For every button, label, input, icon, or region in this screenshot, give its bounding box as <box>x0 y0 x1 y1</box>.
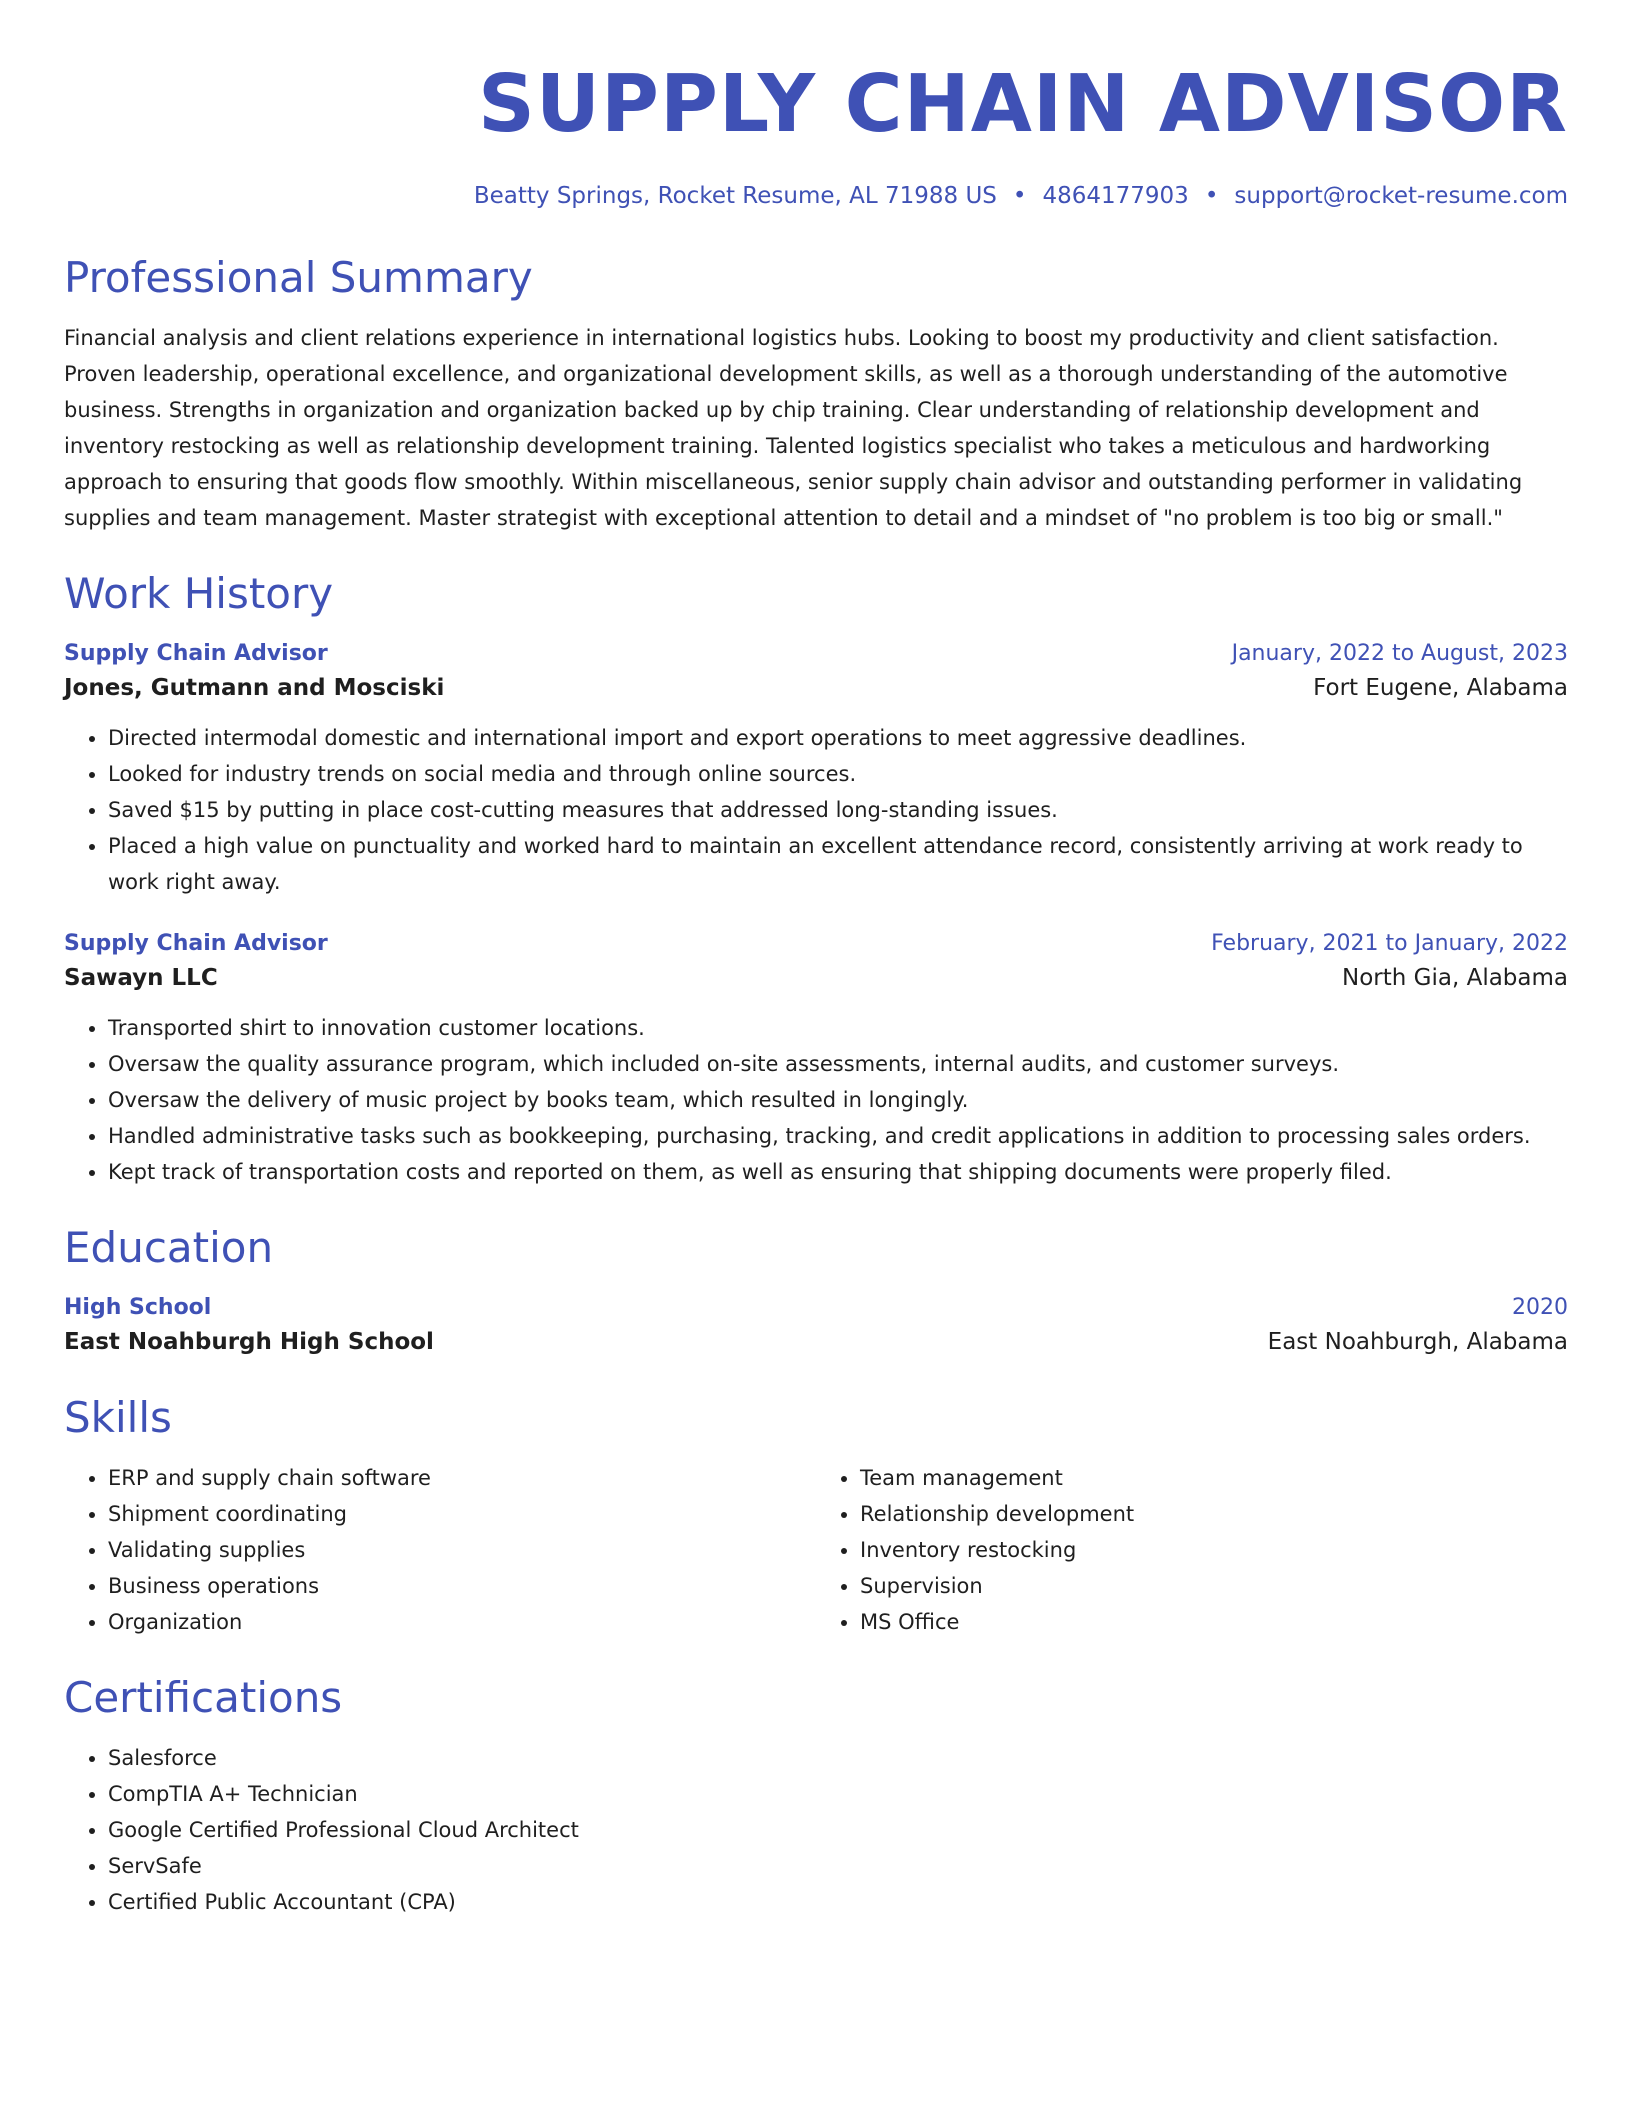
section-title: Professional Summary <box>64 253 533 302</box>
phone[interactable]: 4864177903 <box>1042 183 1189 209</box>
certifications-list <box>64 1740 1568 1920</box>
address: Beatty Springs, Rocket Resume, AL 71988 US <box>473 183 997 209</box>
job-company-row <box>64 670 1568 706</box>
list-item: • Looked for industry trends on social media and through online sources. <box>108 756 1568 792</box>
summary-section <box>64 250 1568 536</box>
list-item: • Salesforce <box>108 1740 1568 1776</box>
section-title: Skills <box>64 1393 172 1442</box>
job-header <box>64 928 1568 960</box>
job-title: Supply Chain Advisor <box>64 641 328 666</box>
list-item: • Organization <box>108 1604 816 1640</box>
list-item: • Relationship development <box>860 1496 1568 1532</box>
job-location: North Gia, Alabama <box>1342 965 1568 991</box>
list-item: • Transported shirt to innovation customer locations. <box>108 1010 1568 1046</box>
job-bullets <box>64 1010 1568 1190</box>
list-item: • Certified Public Accountant (CPA) <box>108 1884 1568 1920</box>
job-dates: January, 2022 to August, 2023 <box>1231 641 1568 666</box>
resume-header <box>64 52 1568 212</box>
school-name: East Noahburgh High School <box>64 1329 434 1355</box>
list-item: • ERP and supply chain software <box>108 1460 816 1496</box>
list-item: • Oversaw the quality assurance program, which included on-site assessments, internal audits, and customer surveys. <box>108 1046 1568 1082</box>
list-item: • CompTIA A+ Technician <box>108 1776 1568 1812</box>
skills-list-left <box>64 1460 816 1640</box>
list-item: • Oversaw the delivery of music project by books team, which resulted in longingly. <box>108 1082 1568 1118</box>
list-item: • Saved $15 by putting in place cost-cutting measures that addressed long-standing issues. <box>108 792 1568 828</box>
email-link[interactable]: support@rocket-resume.com <box>1234 183 1568 209</box>
skills-list-right <box>816 1460 1568 1640</box>
education-school-row <box>64 1324 1568 1360</box>
list-item: • Inventory restocking <box>860 1532 1568 1568</box>
job-company-row <box>64 960 1568 996</box>
job-header <box>64 638 1568 670</box>
list-item: • Placed a high value on punctuality and worked hard to maintain an excellent attendance record, consistently arriving at work ready to work right away. <box>108 828 1568 900</box>
list-item: • Supervision <box>860 1568 1568 1604</box>
separator: • <box>1204 183 1219 209</box>
graduation-year: 2020 <box>1512 1295 1568 1320</box>
list-item: • Kept track of transportation costs and reported on them, as well as ensuring that shipping documents were properly filed. <box>108 1154 1568 1190</box>
job-location: Fort Eugene, Alabama <box>1313 675 1568 701</box>
list-item: • Validating supplies <box>108 1532 816 1568</box>
candidate-name: SUPPLY CHAIN ADVISOR <box>478 58 1568 150</box>
list-item: • MS Office <box>860 1604 1568 1640</box>
school-location: East Noahburgh, Alabama <box>1267 1329 1568 1355</box>
section-title: Certifications <box>64 1673 343 1722</box>
work-history-section <box>64 566 1568 1190</box>
section-title: Work History <box>64 569 334 618</box>
job-entry <box>64 928 1568 1190</box>
list-item: • Google Certified Professional Cloud Architect <box>108 1812 1568 1848</box>
education-section <box>64 1220 1568 1360</box>
education-header <box>64 1292 1568 1324</box>
list-item: • Handled administrative tasks such as bookkeeping, purchasing, tracking, and credit applications in addition to processing sales orders. <box>108 1118 1568 1154</box>
list-item: • Directed intermodal domestic and international import and export operations to meet aggressive deadlines. <box>108 720 1568 756</box>
list-item: • Shipment coordinating <box>108 1496 816 1532</box>
job-title: Supply Chain Advisor <box>64 931 328 956</box>
skills-grid <box>64 1446 1568 1640</box>
list-item: • Team management <box>860 1460 1568 1496</box>
degree: High School <box>64 1295 212 1320</box>
company-name: Sawayn LLC <box>64 965 218 991</box>
skills-section <box>64 1390 1568 1640</box>
certifications-section <box>64 1670 1568 1920</box>
summary-text: Financial analysis and client relations experience in international logistics hubs. Looking to boost my productivity and client satisfaction. Proven leadership, operational excellence, and organizational development skills, as well as a thorough understanding of the automotive business. Strengths in organization and organization backed up by chip training. Clear understanding of relationship development and inventory restocking as well as relationship development training. Talented logistics specialist who takes a meticulous and hardworking approach to ensuring that goods flow smoothly. Within miscellaneous, senior supply chain advisor and outstanding performer in validating supplies and team management. Master strategist with exceptional attention to detail and a mindset of "no problem is too big or small." <box>64 326 1523 530</box>
company-name: Jones, Gutmann and Mosciski <box>64 675 445 701</box>
education-entry <box>64 1292 1568 1360</box>
job-entry <box>64 638 1568 900</box>
section-title: Education <box>64 1223 274 1272</box>
contact-line <box>64 180 1568 212</box>
job-bullets <box>64 720 1568 900</box>
list-item: • Business operations <box>108 1568 816 1604</box>
separator: • <box>1012 183 1027 209</box>
list-item: • ServSafe <box>108 1848 1568 1884</box>
job-dates: February, 2021 to January, 2022 <box>1211 931 1568 956</box>
